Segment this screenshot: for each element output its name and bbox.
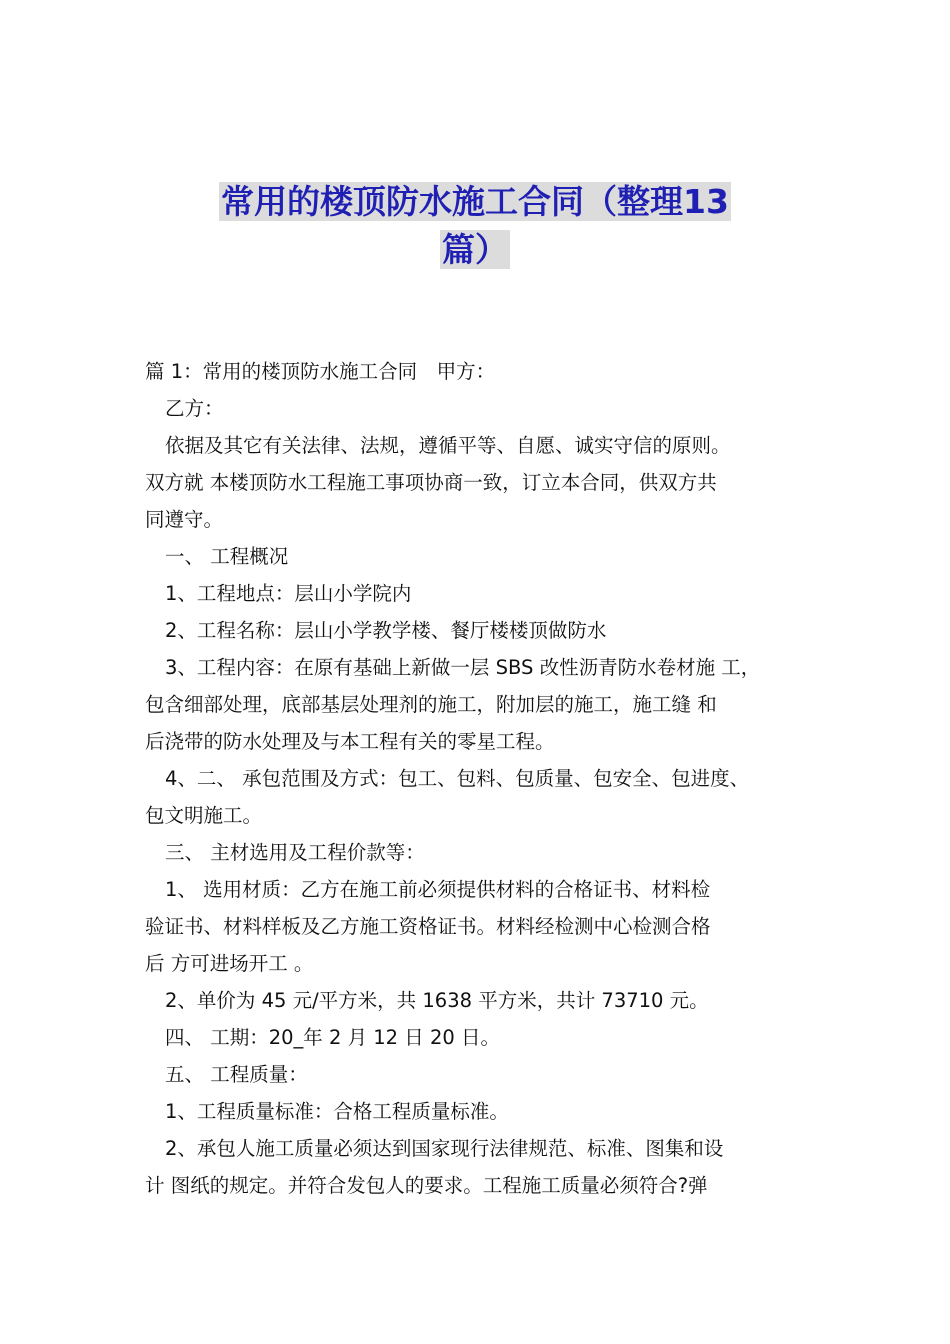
paragraph-line: 同遵守。 [145,508,224,531]
paragraph-line: 2、单价为 45 元/平方米，共 1638 平方米，共计 73710 元。 [165,989,709,1012]
paragraph [145,982,825,1019]
paragraph-line: 双方就 本楼顶防水工程施工事项协商一致，订立本合同，供双方共 [145,471,717,494]
paragraph-line: 2、承包人施工质量必须达到国家现行法律规范、标准、图集和设 [165,1137,724,1160]
paragraph-line: 2、工程名称：层山小学教学楼、餐厅楼楼顶做防水 [165,619,607,642]
paragraph-line: 验证书、材料样板及乙方施工资格证书。材料经检测中心检测合格 [145,915,711,938]
document-title [150,178,800,274]
paragraph-line: 五、 工程质量： [165,1063,308,1086]
paragraph-line: 包文明施工。 [145,804,263,827]
paragraph-line: 三、 主材选用及工程价款等： [165,841,425,864]
paragraph [145,390,825,427]
paragraph-line: 乙方： [165,397,224,420]
paragraph [145,353,825,390]
paragraph [145,1056,825,1093]
paragraph-line: 1、工程地点：层山小学院内 [165,582,412,605]
paragraph [145,612,825,649]
paragraph [145,1130,825,1204]
paragraph [145,427,825,538]
paragraph-line: 包含细部处理，底部基层处理剂的施工，附加层的施工，施工缝 和 [145,693,717,716]
title-line-1: 常用的楼顶防水施工合同（整理13 [221,182,729,221]
paragraph-line: 篇 1：常用的楼顶防水施工合同 甲方： [145,360,496,383]
paragraph-line: 依据及其它有关法律、法规，遵循平等、自愿、诚实守信的原则。 [165,434,731,457]
paragraph [145,1093,825,1130]
paragraph-line: 1、工程质量标准：合格工程质量标准。 [165,1100,509,1123]
document-body [145,353,825,1204]
paragraph [145,834,825,871]
paragraph [145,871,825,982]
paragraph-line: 四、 工期：20_年 2 月 12 日 20 日。 [165,1026,500,1049]
paragraph [145,649,825,760]
paragraph [145,1019,825,1056]
paragraph-line: 一、 工程概况 [165,545,289,568]
paragraph-line: 后 方可进场开工 。 [145,952,314,975]
paragraph [145,575,825,612]
paragraph-line: 后浇带的防水处理及与本工程有关的零星工程。 [145,730,555,753]
paragraph-line: 4、二、 承包范围及方式：包工、包料、包质量、包安全、包进度、 [165,767,750,790]
paragraph-line: 1、 选用材质：乙方在施工前必须提供材料的合格证书、材料检 [165,878,711,901]
title-line-2: 篇） [442,230,508,269]
paragraph-line: 计 图纸的规定。并符合发包人的要求。工程施工质量必须符合?弹 [145,1174,708,1197]
paragraph-line: 3、工程内容：在原有基础上新做一层 SBS 改性沥青防水卷材施 工， [165,656,761,679]
paragraph [145,760,825,834]
paragraph [145,538,825,575]
